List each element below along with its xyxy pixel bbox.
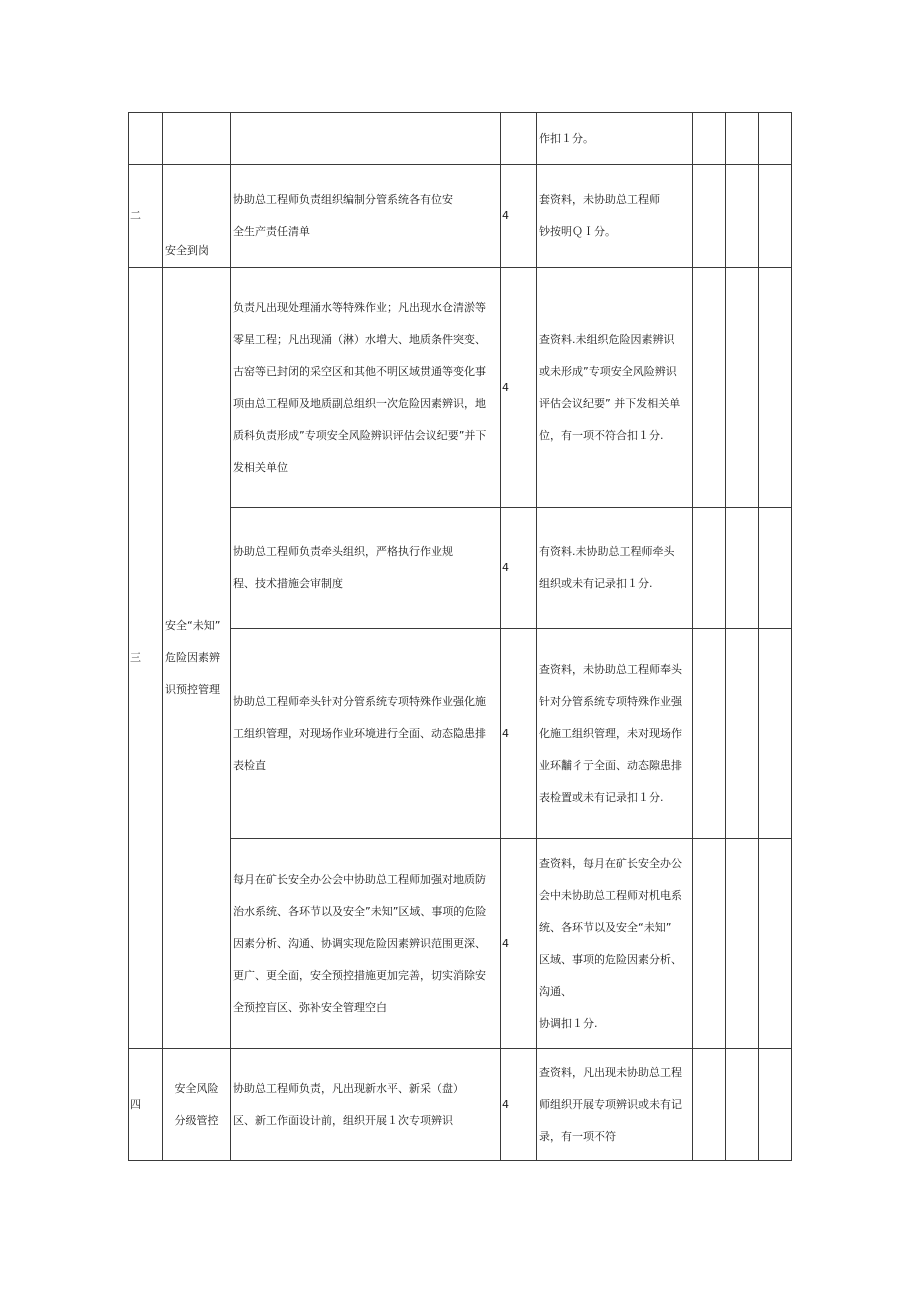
standard-line: 位，有一项不符合扣１分.	[539, 428, 664, 442]
requirement-line: 区、新工作面设计前，组织开展１次专项辨识	[233, 1113, 453, 1127]
score-cell: 4	[501, 839, 537, 1049]
score-cell: 4	[501, 1049, 537, 1161]
blank-cell	[726, 165, 759, 268]
standard-line: 针对分管系统专项特殊作业强	[539, 694, 682, 708]
standard-line: 作扣１分。	[539, 131, 594, 145]
item-number: 三	[129, 268, 163, 1049]
standard-line: 统、各环节以及安全“未知”	[539, 920, 672, 934]
requirement-cell	[231, 629, 501, 839]
standard-line: 业环黼彳亍全面、动态隙患排	[539, 758, 682, 772]
blank-cell	[693, 165, 726, 268]
requirement-line: 协助总工程师负责，凡出现新水平、新采（盘）	[233, 1081, 464, 1095]
blank-cell	[726, 839, 759, 1049]
category-cell	[163, 113, 231, 165]
requirement-line: 发相关单位	[233, 460, 288, 474]
score-cell: 4	[501, 508, 537, 629]
blank-cell	[726, 629, 759, 839]
standard-line: 查资料.未组织危险因素辨识	[539, 332, 675, 346]
score-cell: 4	[501, 268, 537, 508]
category-cell	[163, 1049, 231, 1161]
blank-cell	[726, 113, 759, 165]
score-cell: 4	[501, 165, 537, 268]
requirement-line: 表检直	[233, 758, 266, 772]
requirement-line: 古窑等已封闭的采空区和其他不明区域贯通等变化事	[233, 364, 486, 378]
blank-cell	[693, 629, 726, 839]
blank-cell	[693, 508, 726, 629]
blank-cell	[726, 508, 759, 629]
requirement-line: 项由总工程师及地质副总组织一次危险因素辨识，地	[233, 396, 486, 410]
category-line: 危险因素辨	[165, 651, 220, 664]
requirement-line: 质科负责形成”专项安全风险辨识评估会议纪要”并下	[233, 428, 487, 442]
requirement-cell	[231, 268, 501, 508]
standard-line: 查资料，凡出现未协助总工程	[539, 1065, 682, 1079]
category-cell	[163, 268, 231, 1049]
standard-line: 评估会议纪要” 并下发相关单	[539, 396, 681, 410]
requirement-cell	[231, 839, 501, 1049]
item-number: 二	[129, 165, 163, 268]
requirement-line: 治水系统、各环节以及安全”未知”区域、事项的危险	[233, 904, 487, 918]
requirement-line: 全生产责任清单	[233, 225, 310, 238]
standard-line: 钞按明ＱＩ分。	[539, 225, 616, 238]
blank-cell	[759, 629, 792, 839]
standard-line: 协调扣１分.	[539, 1016, 598, 1030]
standard-cell	[537, 629, 693, 839]
category-cell	[163, 165, 231, 268]
requirement-cell	[231, 165, 501, 268]
requirement-line: 全预控盲区、弥补安全管理空白	[233, 1000, 387, 1014]
blank-cell	[759, 839, 792, 1049]
requirement-line: 负责凡出现处理涌水等特殊作业；凡出现水仓清淤等	[233, 300, 486, 314]
blank-cell	[759, 268, 792, 508]
requirement-line: 更广、更全面，安全预控措施更加完善，切实消除安	[233, 968, 486, 982]
standard-cell	[537, 1049, 693, 1161]
item-number	[129, 113, 163, 165]
standard-line: 录，有一项不符	[539, 1129, 616, 1143]
blank-cell	[759, 165, 792, 268]
standard-cell	[537, 268, 693, 508]
standard-cell	[537, 508, 693, 629]
requirement-line: 工组织管理，对现场作业环境进行全面、动态隐患排	[233, 726, 486, 740]
standard-line: 师组织开展专项辨识或未有记	[539, 1097, 682, 1111]
table-row	[129, 1049, 792, 1161]
blank-cell	[759, 1049, 792, 1161]
blank-cell	[693, 1049, 726, 1161]
standard-cell	[537, 113, 693, 165]
category-line: 安全到岗	[165, 244, 209, 257]
standard-line: 查资料，未协助总工程师奉头	[539, 662, 682, 676]
category-line: 安全“未知”	[165, 619, 221, 632]
standard-line: 或未形成”专项安全风险辨识	[539, 364, 677, 378]
table-body	[129, 113, 792, 1161]
requirement-cell	[231, 508, 501, 629]
requirement-line: 程、技术措施会审制度	[233, 577, 343, 590]
score-cell: 4	[501, 629, 537, 839]
item-number: 四	[129, 1049, 163, 1161]
table-row	[129, 268, 792, 508]
blank-cell	[693, 268, 726, 508]
requirement-line: 零星工程；凡出现涌（淋）水增大、地质条件突变、	[233, 332, 486, 346]
standard-line: 查资料，每月在矿长安全办公	[539, 856, 682, 870]
category-line: 安全风险	[174, 1081, 219, 1095]
category-line: 分级管控	[174, 1113, 219, 1127]
standard-cell	[537, 839, 693, 1049]
table-row	[129, 113, 792, 165]
blank-cell	[726, 1049, 759, 1161]
requirement-cell	[231, 113, 501, 165]
blank-cell	[759, 113, 792, 165]
standard-line: 表检置或未有记录扣１分.	[539, 790, 664, 804]
requirement-line: 协助总工程师负责牵头组织，严格执行作业规	[233, 545, 453, 558]
requirement-line: 协助总工程师负责组织编制分管系统各有位安	[233, 193, 453, 206]
evaluation-table	[128, 112, 792, 1161]
standard-line: 套资料，未协助总工程师	[539, 193, 660, 206]
requirement-line: 因素分析、沟通、协调实现危险因素辨识范围更深、	[233, 936, 486, 950]
score-cell	[501, 113, 537, 165]
blank-cell	[726, 268, 759, 508]
standard-line: 有资料.未协助总工程师牵头	[539, 545, 675, 558]
requirement-cell	[231, 1049, 501, 1161]
standard-line: 会中未协助总工程师对机电系	[539, 888, 682, 902]
blank-cell	[693, 113, 726, 165]
standard-line: 区域、事项的危险因素分析、	[539, 952, 682, 966]
category-line: 识预控管理	[165, 683, 220, 696]
blank-cell	[693, 839, 726, 1049]
standard-line: 沟通、	[539, 984, 572, 998]
standard-cell	[537, 165, 693, 268]
requirement-line: 每月在矿长安全办公会中协助总工程师加强对地质防	[233, 872, 486, 886]
standard-line: 组织或未有记录扣１分.	[539, 577, 653, 590]
blank-cell	[759, 508, 792, 629]
standard-line: 化施工组织管理，未对现场作	[539, 726, 682, 740]
table-row	[129, 165, 792, 268]
requirement-line: 协助总工程师牵头针对分管系统专项特殊作业强化施	[233, 694, 486, 708]
